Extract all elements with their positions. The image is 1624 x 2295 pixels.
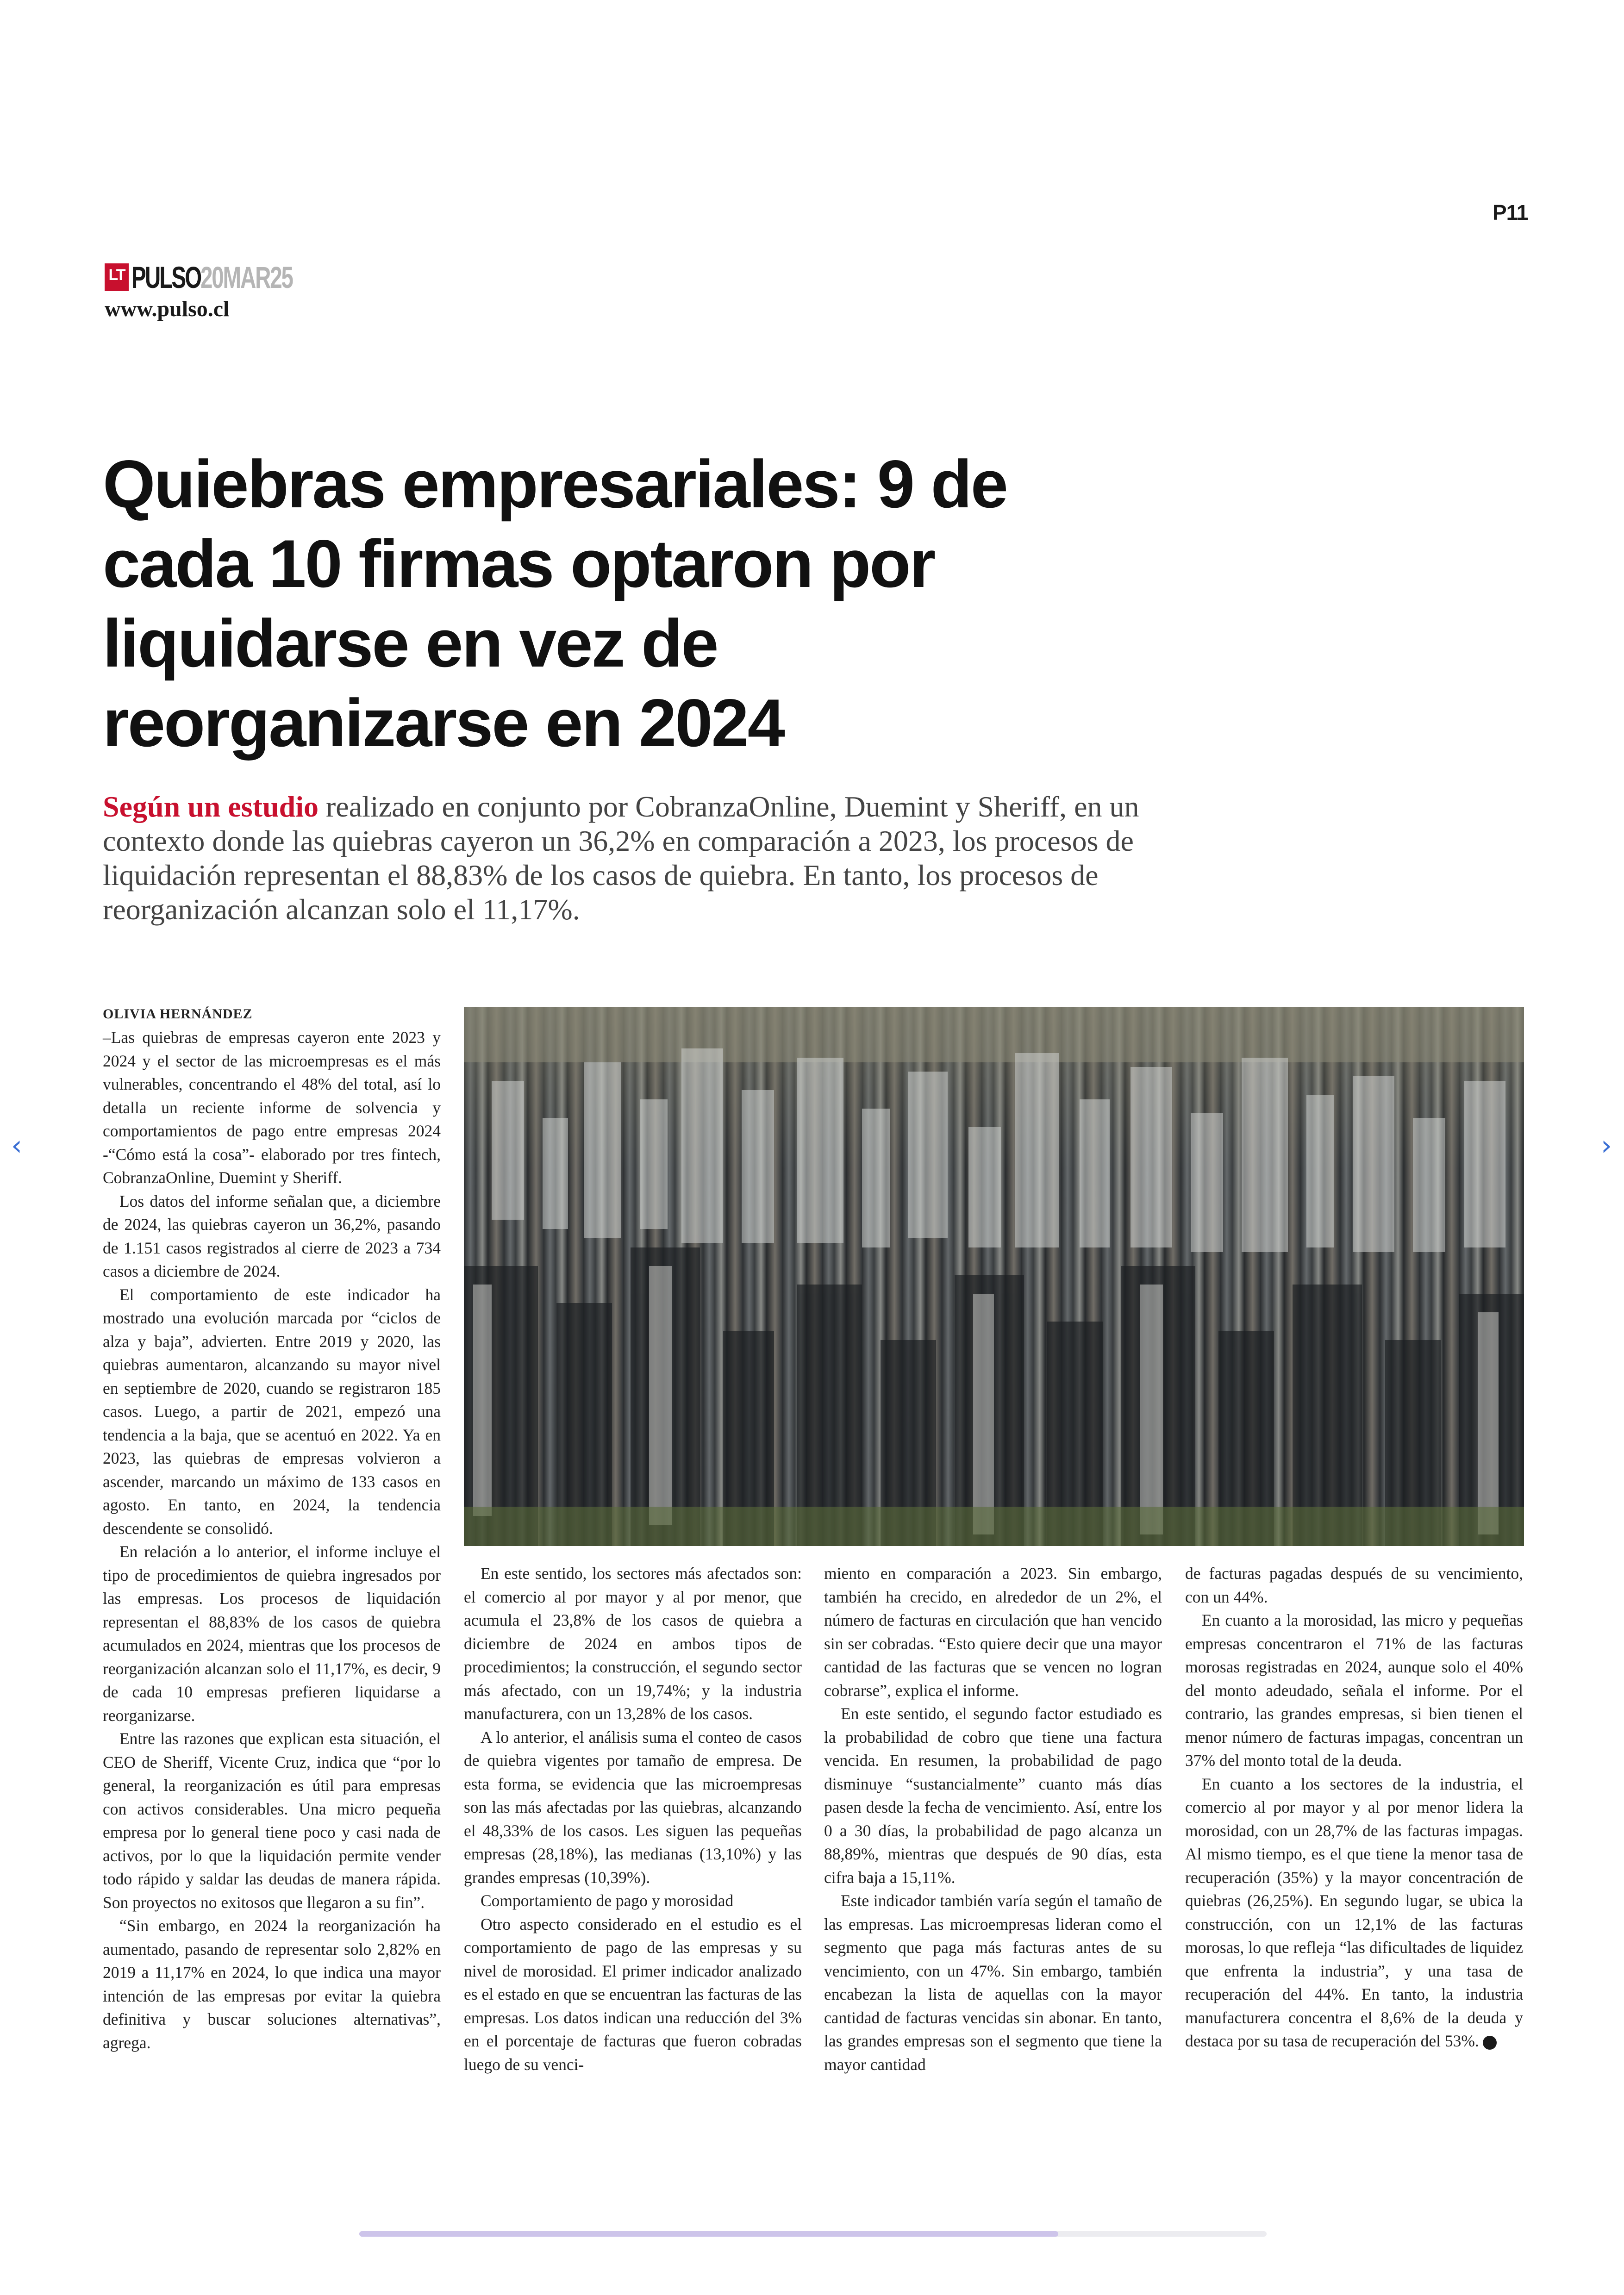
scrollbar-thumb[interactable] [359, 2231, 1058, 2237]
headline: Quiebras empresariales: 9 de cada 10 firmas optaron por liquidarse en vez de reorganizarse en 2024 [103, 446, 1007, 761]
article-column-3 [824, 1562, 1162, 2076]
paragraph: Los datos del informe señalan que, a diciembre de 2024, las quiebras cayeron un 36,2%, pasando de 1.151 casos registrados al cierre de 2023 a 734 casos a diciembre de 2024. [103, 1191, 441, 1280]
paragraph: “Sin embargo, en 2024 la reorganización ha aumentado, pasando de representar solo 2,82% en 2019 a 11,17% en 2024, lo que indica una mayor intención de las empresas por evitar la quiebra definitiva y buscar soluciones alternativas”, agrega. [103, 1916, 441, 2052]
chevron-left-icon[interactable]: ‹ [11, 1129, 22, 1162]
paragraph: Este indicador también varía según el tamaño de las empresas. Las microempresas lideran como el segmento que paga más facturas antes de su vencimiento, con un 47%. Sin embargo, también encabezan la lista de aquellas con la mayor cantidad de facturas vencidas sin abonar. En tanto, las grandes empresas son el segmento que tiene la mayor cantidad [824, 1891, 1162, 2074]
paragraph: En este sentido, el segundo factor estudiado es la probabilidad de cobro que tiene una factura vencida. En resumen, la probabilidad de pago disminuye “sustancialmente” cuanto más días pasen desde la fecha de vencimiento. Así, entre los 0 a 30 días, la probabilidad de pago alcanza un 88,89%, mientras que después de 90 días, esta cifra baja a 15,11%. [824, 1704, 1162, 1887]
paragraph: En relación a lo anterior, el informe incluye el tipo de procedimientos de quiebra ingresados por las empresas. Los procesos de liquidación representan el 88,83% de los casos de quiebra acumulados en 2024, mientras que los procesos de reorganización alcanzan solo el 11,17%, es decir, 9 de cada 10 empresas prefieren liquidarse a reorganizarse. [103, 1542, 441, 1725]
paragraph: miento en comparación a 2023. Sin embargo, también ha crecido, en alrededor de un 2%, el número de facturas en circulación que han vencido sin ser cobradas. “Esto quiere decir que una mayor cantidad de las facturas que se vencen no logran cobrarse”, explica el informe. [824, 1564, 1162, 1700]
paragraph: En cuanto a la morosidad, las micro y pequeñas empresas concentraron el 71% de las facturas morosas registradas en 2024, aunque solo el 40% del monto adeudado, señala el informe. Por el contrario, las grandes empresas, si bien tienen el menor número de facturas impagas, concentran un 37% del monto total de la deuda. [1185, 1611, 1523, 1770]
subheading: Comportamiento de pago y morosidad [481, 1891, 734, 1910]
city-skyline-photo [464, 1007, 1524, 1546]
paragraph: Entre las razones que explican esta situación, el CEO de Sheriff, Vicente Cruz, indica que “por lo general, la reorganización es útil para empresas con activos considerables. Una micro pequeña empresa por lo general tiene poco y casi nada de activos, por lo que la liquidación permite vender todo rápido y saldar las deudas de manera rápida. Son proyectos no exitosos que llegaron a su fin”. [103, 1729, 441, 1912]
lt-logo: LT [105, 263, 129, 291]
article-column-4 [1185, 1562, 1523, 2053]
paragraph: –Las quiebras de empresas cayeron ente 2023 y 2024 y el sector de las microempresas es el más vulnerables, concentrando el 48% del total, así lo detalla un reciente informe de solvencia y comportamientos de pago entre empresas 2024 -“Cómo está la cosa”- elaborado por tres fintech, CobranzaOnline, Duemint y Sheriff. [103, 1028, 441, 1187]
paragraph-text: En cuanto a los sectores de la industria, el comercio al por mayor y al por menor lidera la morosidad, con un 28,7% de las facturas impagas. Al mismo tiempo, es el que tiene la menor tasa de recuperación (35%) y la mayor concentración de quiebras (26,25%). En segundo lugar, se ubica la construcción, con un 12,1% de las facturas morosas, lo que refleja “las dificultades de liquidez que enfrenta la industria”, y una tasa de recuperación del 44%. En tanto, la industria manufacturera concentra el 8,6% de la deuda y destaca por su tasa de recuperación del 53%. [1185, 1774, 1523, 2050]
paragraph: En este sentido, los sectores más afectados son: el comercio al por mayor y al por menor, que acumula el 23,8% de los casos de quiebra a diciembre de 2024 en ambos tipos de procedimientos; la construcción, el segundo sector más afectado, con un 19,74%; y la industria manufacturera, con un 13,28% de los casos. [464, 1564, 802, 1723]
paragraph: Otro aspecto considerado en el estudio es el comportamiento de pago de las empresas y su nivel de morosidad. El primer indicador analizado es el estado en que se encuentran las facturas de las empresas. Los datos indican una reducción del 3% en el porcentaje de facturas que fueron cobradas luego de su venci- [464, 1915, 802, 2074]
deck [103, 790, 1186, 927]
deck-lead: Según un estudio [103, 790, 319, 823]
masthead [105, 262, 329, 293]
paragraph: El comportamiento de este indicador ha mostrado una evolución marcada por “ciclos de alza y baja”, advierten. Entre 2019 y 2020, las quiebras aumentaron, alcanzando su mayor nivel en septiembre de 2020, cuando se registraron 185 casos. Luego, a partir de 2021, empezó una tendencia a la baja, que se acentuó en 2022. Ya en 2023, las quiebras de empresas volvieron a ascender, marcando un máximo de 133 casos en agosto. En tanto, en 2024, la tendencia descendente se consolidó. [103, 1285, 441, 1538]
deck-text: realizado en conjunto por CobranzaOnline, Duemint y Sheriff, en un contexto donde las quiebras cayeron un 36,2% en comparación a 2023, los procesos de liquidación representan el 88,83% de los casos de quiebra. En tanto, los procesos de reorganización alcanzan solo el 11,17%. [103, 790, 1139, 926]
website-url: www.pulso.cl [105, 297, 230, 321]
byline: OLIVIA HERNÁNDEZ [103, 1006, 253, 1022]
paragraph: A lo anterior, el análisis suma el conteo de casos de quiebra vigentes por tamaño de empresa. De esta forma, se evidencia que las microempresas son las más afectadas por las quiebras, alcanzando el 48,33% de los casos. Les siguen las pequeñas empresas (28,18%), las medianas (13,10%) y las grandes empresas (10,39%). [464, 1727, 802, 1887]
skyline-illustration [464, 1007, 1524, 1546]
article-column-1 [103, 1003, 441, 2054]
paragraph [1185, 1772, 1523, 2053]
end-mark-icon: P [1483, 2036, 1497, 2050]
article-column-2 [464, 1562, 802, 2076]
chevron-right-icon[interactable]: › [1601, 1129, 1612, 1162]
page-number: P11 [1493, 200, 1528, 225]
paragraph: de facturas pagadas después de su vencimiento, con un 44%. [1185, 1564, 1523, 1606]
brand-name: PULSO [131, 260, 201, 294]
edition-date: 20MAR25 [200, 260, 293, 294]
